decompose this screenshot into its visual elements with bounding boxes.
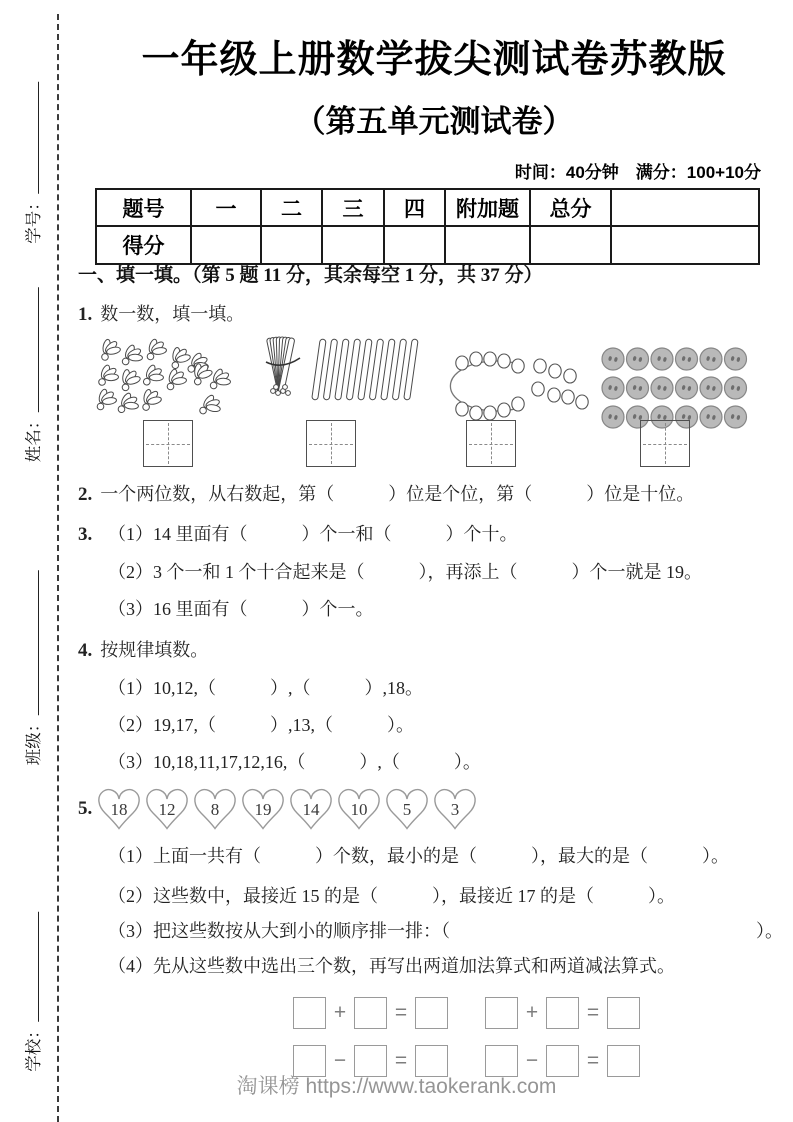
score-table-cell [191, 226, 261, 264]
page-subtitle: （第五单元测试卷） [294, 104, 574, 139]
question-3-part-1: （1）14 里面有（ ）个一和（ ）个十。 [108, 524, 518, 544]
question-number: 4. [78, 640, 93, 661]
score-table-cell: 总分 [530, 189, 611, 226]
score-table-cell [611, 189, 759, 226]
question-4 [78, 637, 208, 664]
watermark-footer: 淘课榜 https://www.taokerank.com [236, 1075, 557, 1098]
question-text: 按规律填数。 [100, 640, 209, 660]
answer-grid-box [306, 420, 356, 467]
equals-operator: = [394, 1049, 408, 1072]
score-table-cell: 得分 [96, 226, 191, 264]
plus-operator: + [333, 1001, 347, 1024]
score-table-cell: 二 [261, 189, 322, 226]
number-heart [95, 786, 143, 832]
question-3-part-3: （3）16 里面有（ ）个一。 [108, 599, 374, 619]
number-hearts-row [95, 786, 479, 832]
heart-number: 10 [350, 800, 368, 819]
beads-image [428, 350, 592, 422]
equation-box [546, 997, 579, 1029]
addition-equation-blank [485, 997, 640, 1029]
number-heart [191, 786, 239, 832]
score-table-cell: 附加题 [445, 189, 530, 226]
minus-operator: − [525, 1049, 539, 1072]
score-table-cell: 四 [384, 189, 445, 226]
score-table-cell: 题号 [96, 189, 191, 226]
question-5-part-4: （4）先从这些数中选出三个数，再写出两道加法算式和两道减法算式。 [108, 956, 675, 976]
number-heart [287, 786, 335, 832]
plus-operator: + [525, 1001, 539, 1024]
addition-equation-blank [293, 997, 448, 1029]
write-line [25, 288, 39, 413]
write-line [25, 82, 39, 194]
number-heart [383, 786, 431, 832]
heart-number: 3 [450, 800, 460, 819]
equation-box [607, 997, 640, 1029]
margin-label-student-id [20, 82, 44, 244]
equals-operator: = [394, 1001, 408, 1024]
answer-grid-box [143, 420, 193, 467]
margin-label-text: 班级： [24, 715, 43, 766]
question-number: 3. [78, 524, 93, 545]
answer-grid-box [640, 420, 690, 467]
score-table-header-row [96, 189, 759, 226]
equals-operator: = [586, 1049, 600, 1072]
heart-number: 18 [110, 800, 128, 819]
question-text: 一个两位数，从右数起，第（ ）位是个位，第（ ）位是十位。 [100, 484, 695, 504]
minus-operator: − [333, 1049, 347, 1072]
score-table-cell [384, 226, 445, 264]
question-number: 2. [78, 484, 93, 505]
answer-grid-box [466, 420, 516, 467]
score-table-cell [611, 226, 759, 264]
heart-number: 12 [158, 800, 176, 819]
equation-box [415, 997, 448, 1029]
number-heart [335, 786, 383, 832]
score-table [95, 188, 760, 265]
margin-label-text: 学号： [24, 194, 43, 244]
score-table-cell: 一 [191, 189, 261, 226]
margin-label-school [20, 912, 44, 1072]
equation-box [485, 997, 518, 1029]
heart-number: 5 [402, 800, 412, 819]
equals-operator: = [586, 1001, 600, 1024]
question-5-part-1: （1）上面一共有（ ）个数，最小的是（ ），最大的是（ ）。 [108, 846, 729, 866]
margin-dashed-line [57, 14, 59, 1122]
question-3 [78, 521, 100, 548]
question-4-part-3: （3）10,18,11,17,12,16,（ ）,（ ）。 [108, 752, 481, 772]
sticks-image [256, 336, 428, 420]
number-heart [143, 786, 191, 832]
write-line [25, 912, 39, 1022]
question-1 [78, 301, 244, 328]
question-2 [78, 481, 694, 508]
margin-label-text: 姓名： [24, 412, 43, 463]
shuttlecocks-image [93, 337, 243, 422]
score-table-score-row [96, 226, 759, 264]
score-table-cell [445, 226, 530, 264]
question-number: 1. [78, 304, 93, 325]
question-5-part-3: （3）把这些数按从大到小的顺序排一排：（ ）。 [108, 921, 783, 941]
question-text: 数一数，填一填。 [100, 304, 245, 324]
heart-number: 8 [210, 800, 220, 819]
write-line [25, 571, 39, 716]
number-heart [239, 786, 287, 832]
margin-label-text: 学校： [24, 1022, 43, 1072]
heart-number: 14 [302, 800, 320, 819]
score-table-cell [530, 226, 611, 264]
equation-box [293, 997, 326, 1029]
question-4-part-1: （1）10,12,（ ）,（ ）,18。 [108, 678, 423, 698]
equation-box [354, 997, 387, 1029]
question-3-part-2: （2）3 个一和 1 个十合起来是（ ），再添上（ ）个一就是 19。 [108, 562, 702, 582]
section-heading: 一、填一填。（第 5 题 11 分，其余每空 1 分，共 37 分） [78, 265, 543, 286]
exam-meta: 时间：40分钟 满分：100+10分 [514, 163, 761, 182]
margin-label-name [20, 288, 44, 463]
score-table-cell [261, 226, 322, 264]
page-title: 一年级上册数学拔尖测试卷苏教版 [141, 39, 727, 81]
score-table-cell: 三 [322, 189, 384, 226]
number-heart [431, 786, 479, 832]
question-4-part-2: （2）19,17,（ ）,13,（ ）。 [108, 715, 414, 735]
heart-number: 19 [254, 800, 272, 819]
score-table-cell [322, 226, 384, 264]
question-5-part-2: （2）这些数中，最接近 15 的是（ ），最接近 17 的是（ ）。 [108, 886, 675, 906]
margin-label-class [20, 571, 44, 766]
question-number: 5. [78, 798, 93, 819]
